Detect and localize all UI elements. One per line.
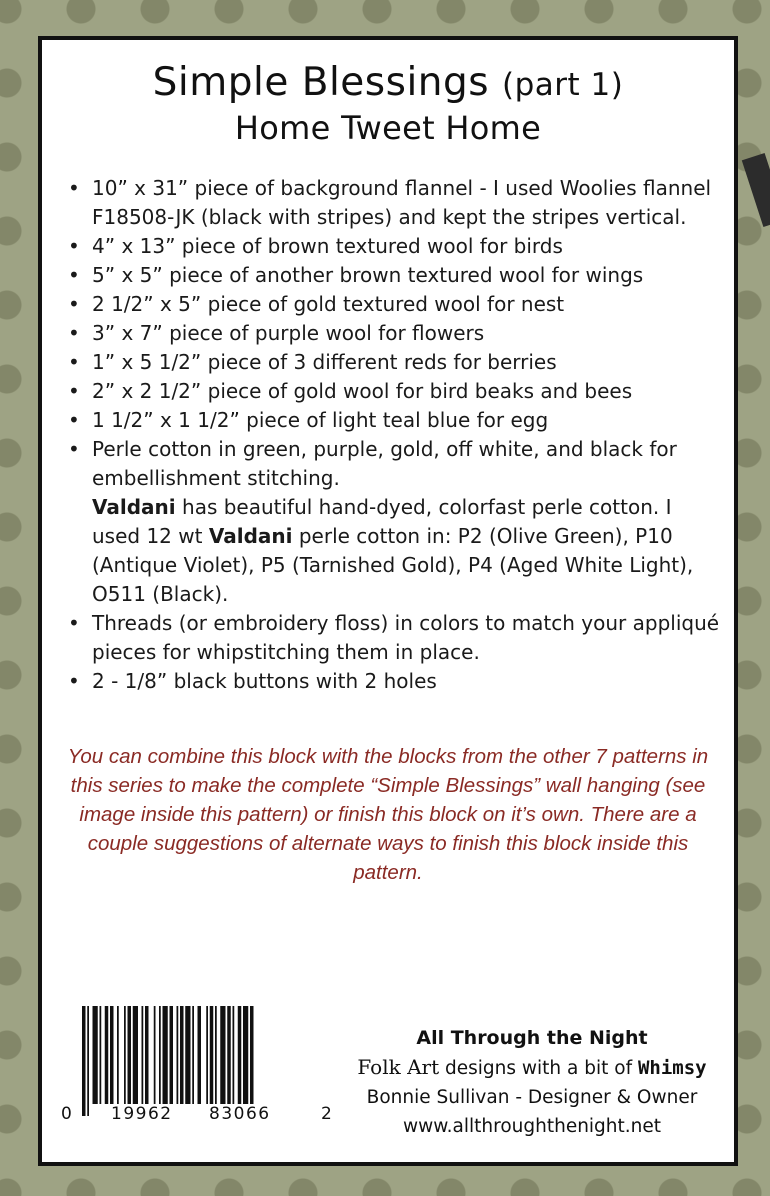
bullet-icon: • <box>68 350 80 374</box>
list-item <box>64 348 724 377</box>
list-item-text: Perle cotton in green, purple, gold, off white, and black for embellishment stitching. <box>92 437 677 490</box>
pattern-back-card <box>38 36 738 1166</box>
title-block <box>42 60 734 148</box>
designer-credit: Bonnie Sullivan - Designer & Owner <box>366 1087 698 1108</box>
barcode-bar <box>215 1006 217 1104</box>
barcode-bar <box>192 1006 194 1104</box>
list-item <box>64 377 724 406</box>
barcode-bar <box>93 1006 98 1104</box>
barcode-bar <box>82 1006 86 1116</box>
corner-tab-decoration <box>742 153 770 227</box>
barcode-bar <box>100 1006 102 1104</box>
company-info <box>332 1024 732 1141</box>
company-name: All Through the Night <box>416 1027 648 1049</box>
list-item <box>64 174 724 232</box>
barcode-bar <box>185 1006 190 1104</box>
barcode-bar <box>210 1006 214 1104</box>
bullet-icon: • <box>68 379 80 403</box>
brand-name: Valdani <box>208 524 293 548</box>
bullet-icon: • <box>68 437 80 461</box>
barcode-bar <box>206 1006 208 1104</box>
list-item <box>64 435 724 609</box>
brand-name: Valdani <box>92 495 176 519</box>
barcode-bar <box>198 1006 202 1104</box>
barcode-bar <box>142 1006 144 1104</box>
bullet-icon: • <box>68 611 80 635</box>
list-item <box>64 232 724 261</box>
list-item-text: Threads (or embroidery floss) in colors to match your appliqué pieces for whipstitching them in place. <box>92 611 720 664</box>
page-subtitle: Home Tweet Home <box>234 109 542 147</box>
title-main-text: Simple Blessings <box>152 60 490 105</box>
series-promo-text: You can combine this block with the blocks from the other 7 patterns in this series to make the complete “Simple Blessings” wall hanging (see image inside this pattern) or finish this block on it’s own. There are a couple suggestions of alternate ways to finish this block inside this pattern. <box>67 745 709 884</box>
barcode <box>58 1006 338 1130</box>
barcode-bar <box>124 1006 126 1104</box>
list-item-text: 2 1/2” x 5” piece of gold textured wool for nest <box>92 292 565 316</box>
barcode-first-digit: 0 <box>61 1104 72 1124</box>
bullet-icon: • <box>68 669 80 693</box>
website-link: www.allthroughthenight.net <box>402 1116 662 1137</box>
tagline-middle: designs with a bit of <box>439 1058 638 1079</box>
note-text: perle cotton in: P2 (Olive Green), P10 (Antique Violet), P5 (Tarnished Gold), P4 (Aged White Light), O511 (Black). <box>92 524 694 606</box>
barcode-bar <box>128 1006 132 1104</box>
perle-cotton-note <box>92 493 724 609</box>
barcode-bar <box>110 1006 114 1104</box>
barcode-bar <box>159 1006 161 1104</box>
list-item-text: 1” x 5 1/2” piece of 3 different reds for berries <box>92 350 557 374</box>
barcode-bar <box>133 1006 138 1104</box>
title-part-text: (part 1) <box>501 67 624 103</box>
bullet-icon: • <box>68 321 80 345</box>
barcode-bar <box>180 1006 184 1104</box>
list-item <box>64 261 724 290</box>
company-tagline <box>332 1053 732 1083</box>
barcode-bar <box>177 1006 179 1104</box>
barcode-bar <box>220 1006 225 1104</box>
barcode-bar <box>105 1006 109 1104</box>
tagline-whimsy: Whimsy <box>637 1057 707 1079</box>
barcode-bar <box>145 1006 149 1104</box>
list-item <box>64 290 724 319</box>
list-item-text: 1 1/2” x 1 1/2” piece of light teal blue for egg <box>92 408 549 432</box>
barcode-bar <box>163 1006 168 1116</box>
bullet-icon: • <box>68 292 80 316</box>
page-title <box>42 60 734 108</box>
list-item-text: 5” x 5” piece of another brown textured wool for wings <box>92 263 644 287</box>
list-item <box>64 609 724 667</box>
barcode-bar <box>170 1006 174 1116</box>
barcode-bar <box>154 1006 156 1104</box>
barcode-bar <box>250 1006 254 1116</box>
note-text: has beautiful hand-dyed, colorfast perle cotton. <box>175 495 660 519</box>
barcode-left-group: 19962 <box>111 1104 173 1124</box>
list-item <box>64 406 724 435</box>
bullet-icon: • <box>68 263 80 287</box>
list-item-text: 3” x 7” piece of purple wool for flowers <box>92 321 485 345</box>
list-item-text: 2 - 1/8” black buttons with 2 holes <box>92 669 437 693</box>
barcode-bar <box>243 1006 248 1116</box>
bullet-icon: • <box>68 234 80 258</box>
list-item-text: 4” x 13” piece of brown textured wool for birds <box>92 234 563 258</box>
bullet-icon: • <box>68 408 80 432</box>
list-item-text: 10” x 31” piece of background flannel - I used Woolies flannel F18508-JK (black with stripes) and kept the stripes vertical. <box>92 176 712 229</box>
barcode-digits <box>58 1104 338 1130</box>
list-item <box>64 667 724 696</box>
bullet-icon: • <box>68 176 80 200</box>
barcode-bars-icon <box>58 1006 338 1116</box>
list-item <box>64 319 724 348</box>
tagline-folk-art: Folk Art <box>357 1055 440 1079</box>
list-item-text: 2” x 2 1/2” piece of gold wool for bird beaks and bees <box>92 379 633 403</box>
note-text: I used 12 wt <box>92 495 672 548</box>
barcode-check-digit: 2 <box>321 1104 332 1124</box>
barcode-bar <box>233 1006 235 1104</box>
barcode-bar <box>238 1006 242 1104</box>
materials-list <box>64 174 724 696</box>
barcode-bar <box>227 1006 231 1104</box>
barcode-bar <box>87 1006 89 1116</box>
barcode-right-group: 83066 <box>209 1104 271 1124</box>
barcode-bar <box>117 1006 119 1104</box>
